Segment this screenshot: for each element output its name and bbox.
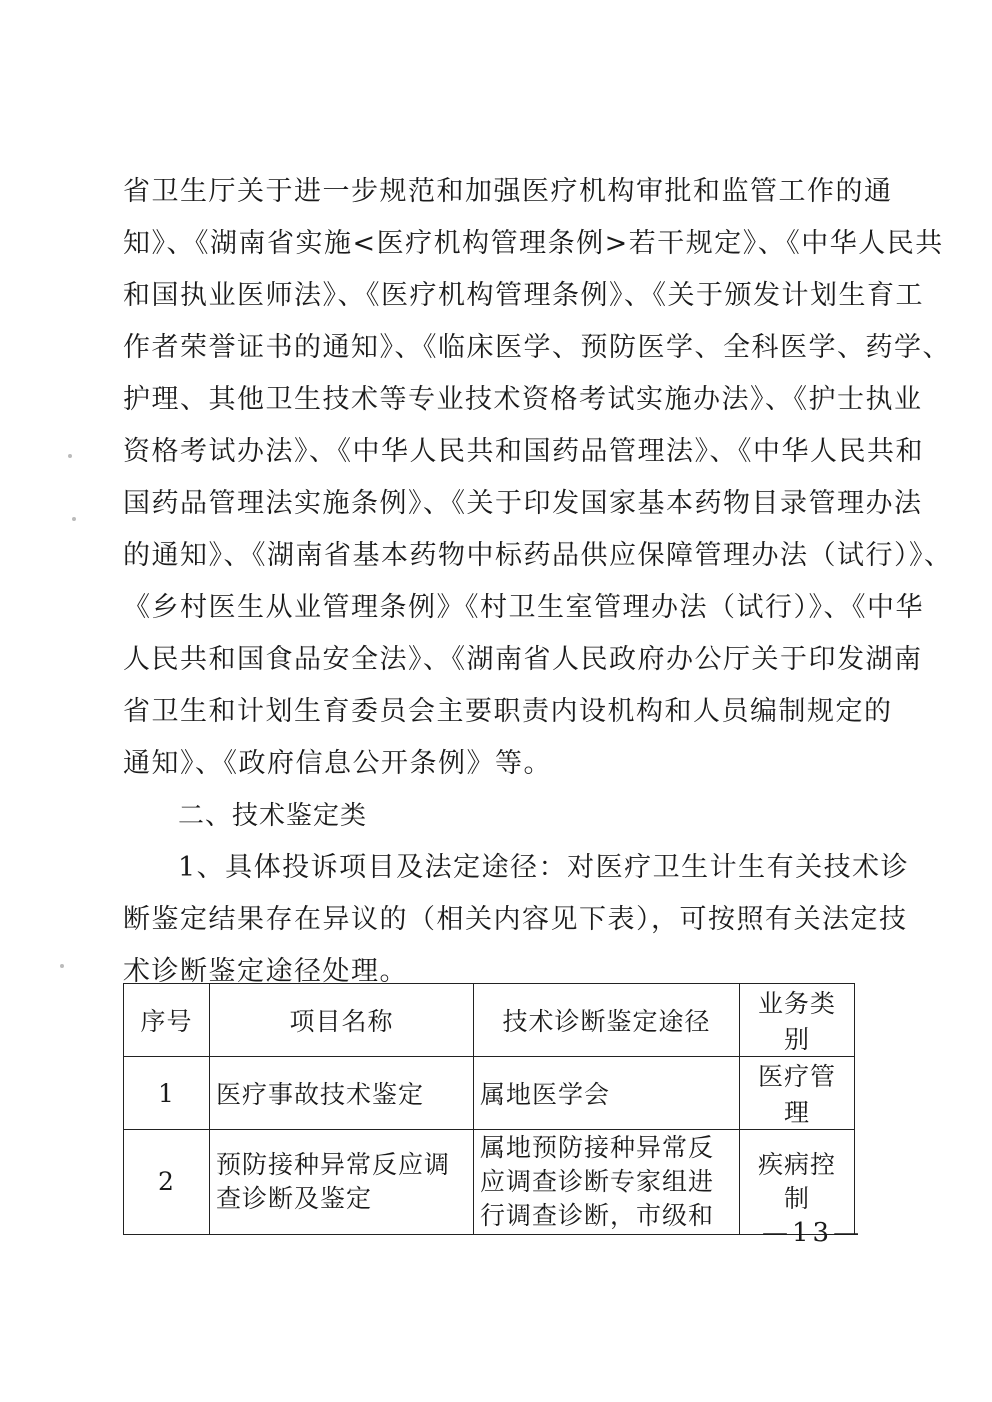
route-cell — [474, 1057, 740, 1130]
paragraph-line: 1、具体投诉项目及法定途径：对医疗卫生计生有关技术诊 — [178, 852, 910, 883]
item-name-line: 预防接种异常反应调 — [216, 1150, 451, 1179]
appraisal-table — [123, 983, 855, 1235]
paragraph-line: 术诊断鉴定途径处理。 — [123, 956, 408, 987]
scan-speck — [60, 964, 64, 968]
table-row — [124, 1130, 855, 1235]
route-line: 属地预防接种异常反 — [480, 1133, 715, 1162]
paragraph-line: 作者荣誉证书的通知》、《临床医学、预防医学、全科医学、药学、 — [123, 332, 951, 363]
table-header-row — [124, 984, 855, 1057]
scan-speck — [68, 454, 72, 458]
paragraph-line: 通知》、《政府信息公开条例》等。 — [123, 748, 552, 779]
paragraph-line: 省卫生和计划生育委员会主要职责内设机构和人员编制规定的 — [123, 696, 893, 727]
row-number: 2 — [124, 1130, 210, 1235]
category-cell: 医疗管理 — [740, 1057, 855, 1130]
scan-speck — [72, 517, 76, 521]
paragraph-line: 和国执业医师法》、《医疗机构管理条例》、《关于颁发计划生育工 — [123, 280, 924, 311]
paragraph-line: 国药品管理法实施条例》、《关于印发国家基本药物目录管理办法 — [123, 488, 923, 519]
item-name-cell — [210, 1057, 474, 1130]
table-row — [124, 1057, 855, 1130]
item-name-line: 查诊断及鉴定 — [216, 1184, 373, 1213]
paragraph-line: 资格考试办法》、《中华人民共和国药品管理法》、《中华人民共和 — [123, 436, 924, 467]
category-cell: 疾病控制 — [740, 1130, 855, 1235]
body-text — [123, 166, 953, 998]
header-cell-number: 序号 — [124, 984, 210, 1057]
paragraph-line: 《乡村医生从业管理条例》《村卫生室管理办法（试行）》、《中华 — [123, 592, 924, 623]
header-cell-item-name: 项目名称 — [210, 984, 474, 1057]
paragraph-line: 知》、《湖南省实施<医疗机构管理条例>若干规定》、《中华人民共 — [123, 228, 944, 259]
paragraph-line: 人民共和国食品安全法》、《湖南省人民政府办公厅关于印发湖南 — [123, 644, 923, 675]
row-number: 1 — [124, 1057, 210, 1130]
route-line: 行调查诊断，市级和 — [480, 1201, 715, 1230]
item-name-line: 医疗事故技术鉴定 — [216, 1080, 425, 1109]
route-cell — [474, 1130, 740, 1235]
paragraph-line: 的通知》、《湖南省基本药物中标药品供应保障管理办法（试行）》、 — [123, 540, 953, 571]
paragraph-line: 断鉴定结果存在异议的（相关内容见下表），可按照有关法定技 — [123, 904, 908, 935]
item-name-cell — [210, 1130, 474, 1235]
paragraph-line: 护理、其他卫生技术等专业技术资格考试实施办法》、《护士执业 — [123, 384, 923, 415]
route-line: 属地医学会 — [480, 1080, 611, 1109]
header-cell-route: 技术诊断鉴定途径 — [474, 984, 740, 1057]
header-cell-category: 业务类别 — [740, 984, 855, 1057]
route-line: 应调查诊断专家组进 — [480, 1167, 715, 1196]
page-number: —13— — [762, 1218, 864, 1248]
paragraph-line: 省卫生厅关于进一步规范和加强医疗机构审批和监管工作的通 — [123, 176, 893, 207]
section-heading: 二、技术鉴定类 — [178, 801, 368, 831]
